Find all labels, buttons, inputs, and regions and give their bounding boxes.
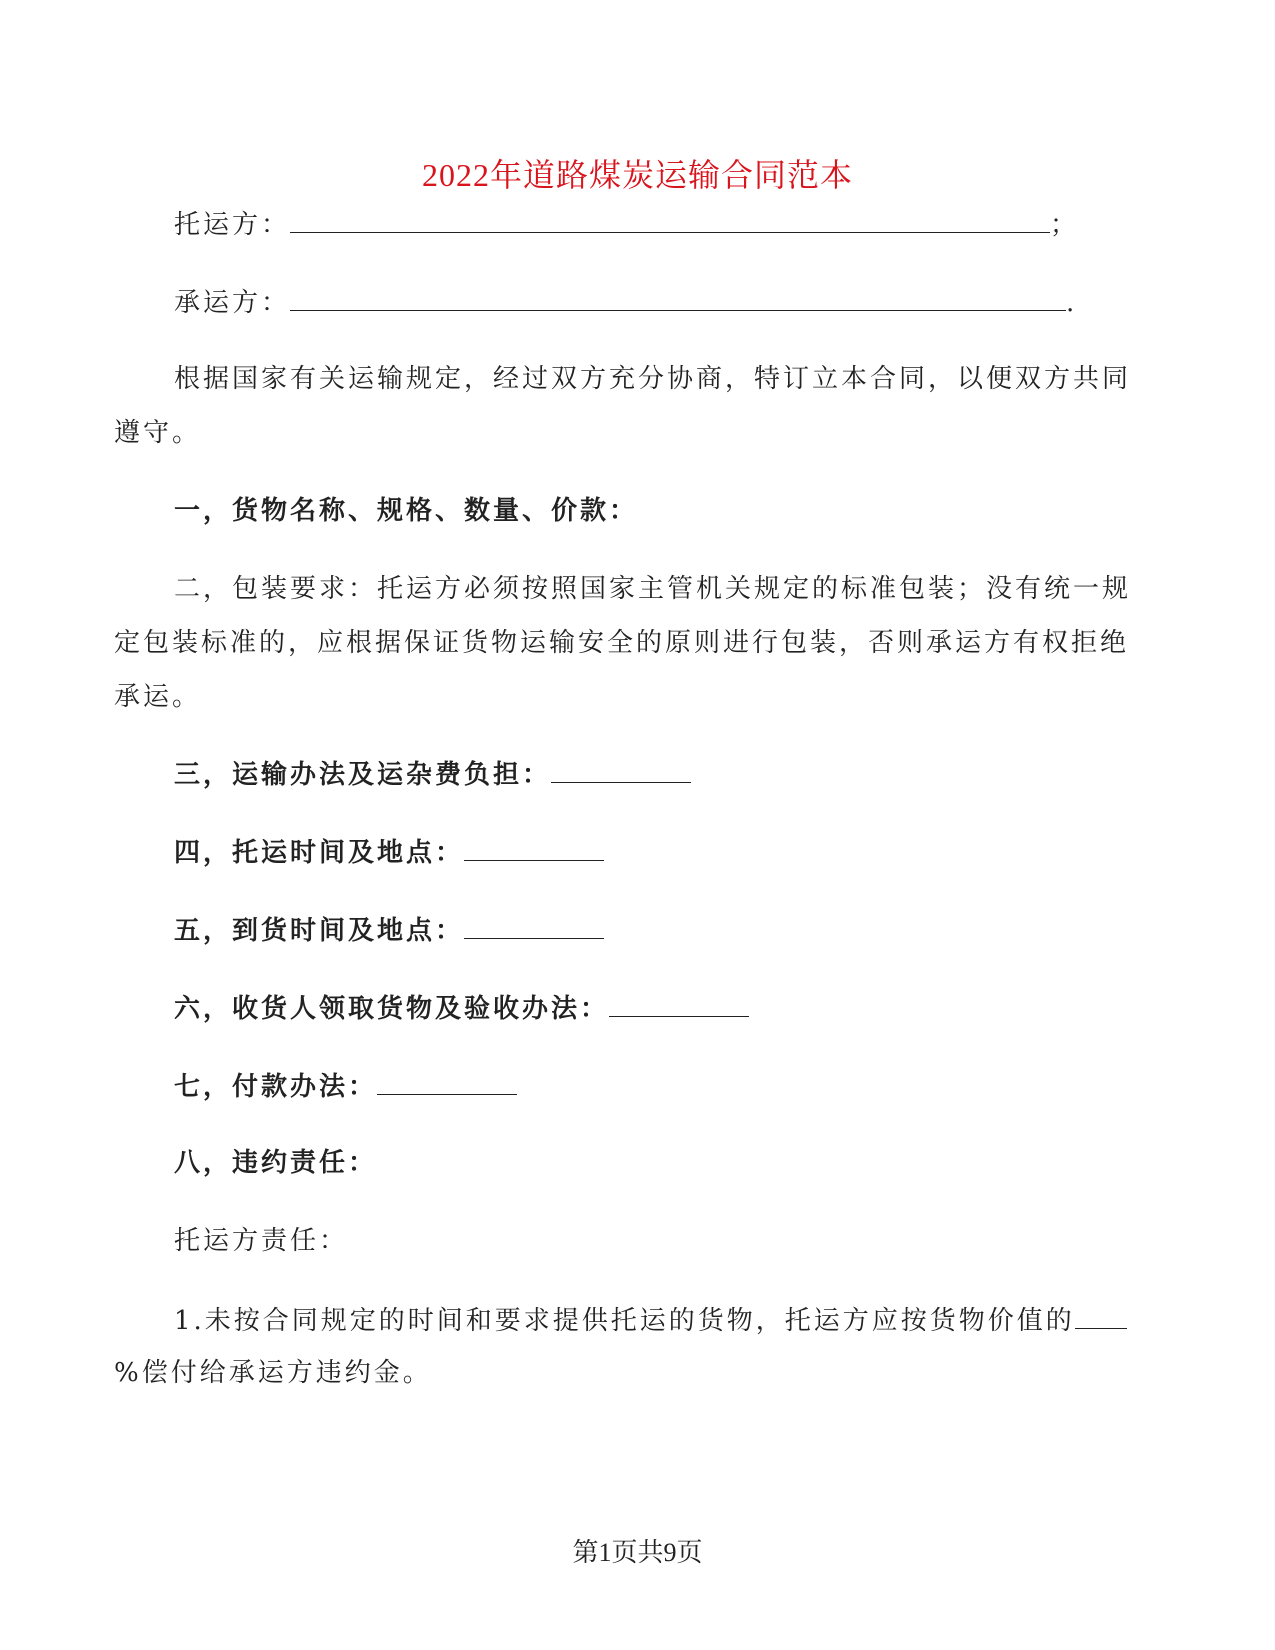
section-4-heading: 四，托运时间及地点： bbox=[174, 838, 465, 868]
shipper-responsibility-heading: 托运方责任： bbox=[174, 1226, 349, 1256]
section-2-line-2: 定包装标准的，应根据保证货物运输安全的原则进行包装，否则承运方有权拒绝 bbox=[114, 628, 1130, 658]
item-1-text: 1.未按合同规定的时间和要求提供托运的货物，托运方应按货物价值的 bbox=[174, 1306, 1075, 1336]
intro-line-1: 根据国家有关运输规定，经过双方充分协商，特订立本合同，以便双方共同 bbox=[174, 364, 1132, 394]
shipper-label: 托运方： bbox=[174, 210, 291, 240]
carrier-line bbox=[174, 284, 1077, 320]
section-5-heading: 五，到货时间及地点： bbox=[174, 916, 465, 946]
carrier-label: 承运方： bbox=[174, 288, 291, 318]
section-7-line bbox=[174, 1068, 517, 1104]
shipper-line bbox=[174, 206, 1079, 242]
section-8-heading: 八，违约责任： bbox=[174, 1148, 378, 1178]
document-title: 2022年道路煤炭运输合同范本 bbox=[421, 157, 853, 193]
section-3-heading: 三，运输办法及运杂费负担： bbox=[174, 760, 552, 790]
carrier-blank[interactable] bbox=[290, 284, 1066, 311]
item-1-line-1 bbox=[174, 1302, 1127, 1338]
section-5-line bbox=[174, 912, 604, 948]
section-4-line bbox=[174, 834, 604, 870]
section-7-heading: 七，付款办法： bbox=[174, 1072, 378, 1102]
section-4-blank[interactable] bbox=[464, 834, 604, 861]
section-5-blank[interactable] bbox=[464, 912, 604, 939]
shipper-blank[interactable] bbox=[290, 206, 1050, 233]
section-3-blank[interactable] bbox=[551, 756, 691, 783]
section-1-heading: 一，货物名称、规格、数量、价款： bbox=[174, 496, 639, 526]
shipper-end: ； bbox=[1050, 210, 1080, 240]
item-1-percent-blank[interactable] bbox=[1075, 1302, 1127, 1329]
section-2-line-1: 二，包装要求：托运方必须按照国家主管机关规定的标准包装；没有统一规 bbox=[174, 574, 1132, 604]
intro-line-2: 遵守。 bbox=[114, 418, 202, 448]
section-6-heading: 六，收货人领取货物及验收办法： bbox=[174, 994, 610, 1024]
page-footer: 第1页共9页 bbox=[572, 1538, 703, 1567]
section-7-blank[interactable] bbox=[377, 1068, 517, 1095]
item-1-line-2: %偿付给承运方违约金。 bbox=[114, 1358, 432, 1388]
section-6-blank[interactable] bbox=[609, 990, 749, 1017]
section-3-line bbox=[174, 756, 691, 792]
carrier-end: . bbox=[1066, 288, 1078, 318]
section-2-line-3: 承运。 bbox=[114, 682, 202, 712]
section-6-line bbox=[174, 990, 749, 1026]
